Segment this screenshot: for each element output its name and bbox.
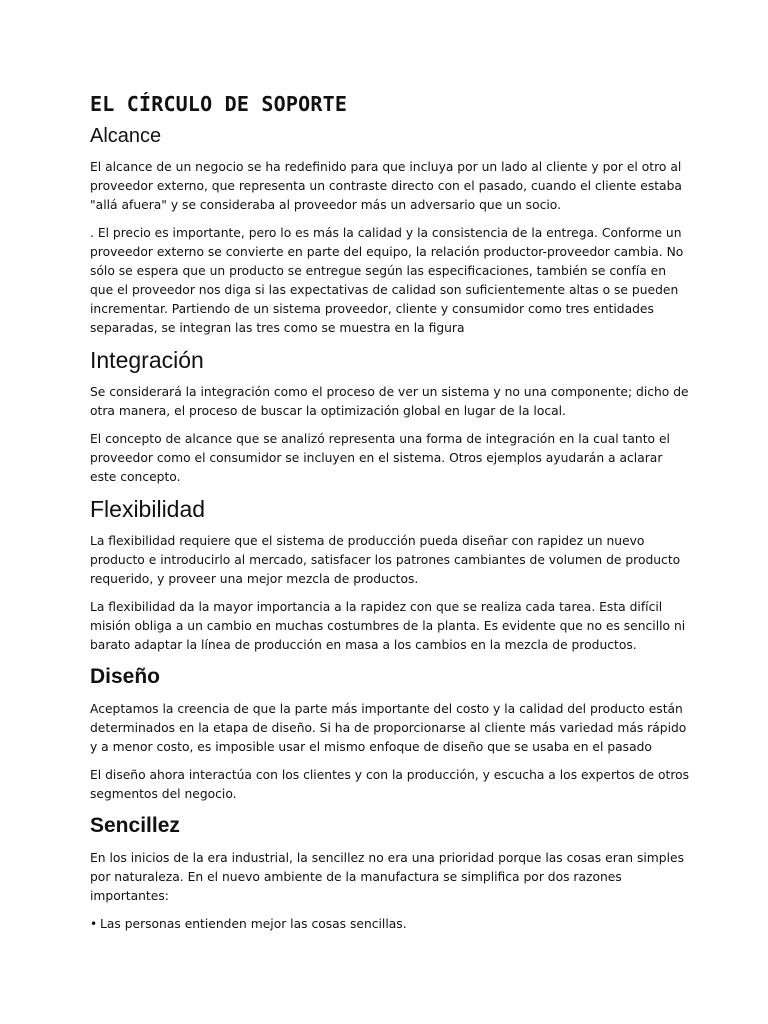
bullet-list: [90, 915, 690, 934]
paragraph: Aceptamos la creencia de que la parte más importante del costo y la calidad del producto están determinados en la etapa de diseño. Si ha de proporcionarse al cliente más variedad más rápido y a menor costo, es imposible usar el mismo enfoque de diseño que se usaba en el pasado: [90, 702, 687, 754]
list-item: • Las personas entienden mejor las cosas sencillas.: [90, 915, 690, 934]
paragraph: La flexibilidad da la mayor importancia a la rapidez con que se realiza cada tarea. Esta difícil misión obliga a un cambio en muchas costumbres de la planta. Es evidente que no es sencillo ni barato adaptar la línea de producción en masa a los cambios en la mezcla de productos.: [90, 600, 686, 652]
document-title: EL CÍRCULO DE SOPORTE: [90, 92, 348, 116]
section-heading-flexibilidad: Flexibilidad: [90, 496, 206, 522]
paragraph: La flexibilidad requiere que el sistema de producción pueda diseñar con rapidez un nuevo producto e introducirlo al mercado, satisfacer los patrones cambiantes de volumen de producto requerido, y proveer una mejor mezcla de productos.: [90, 534, 681, 586]
section-heading-sencillez: Sencillez: [90, 814, 180, 837]
paragraph: El concepto de alcance que se analizó representa una forma de integración en la cual tanto el proveedor como el consumidor se incluyen en el sistema. Otros ejemplos ayudarán a aclarar este concepto.: [90, 432, 670, 484]
document-page: [90, 92, 690, 934]
section-heading-alcance: Alcance: [90, 125, 162, 147]
section-heading-diseno: Diseño: [90, 665, 161, 688]
paragraph: En los inicios de la era industrial, la sencillez no era una prioridad porque las cosas eran simples por naturaleza. En el nuevo ambiente de la manufactura se simplifica por dos razones importantes:: [90, 851, 684, 903]
paragraph: El diseño ahora interactúa con los clientes y con la producción, y escucha a los expertos de otros segmentos del negocio.: [90, 768, 690, 801]
section-heading-integracion: Integración: [90, 347, 204, 373]
paragraph: Se considerará la integración como el proceso de ver un sistema y no una componente; dicho de otra manera, el proceso de buscar la optimización global en lugar de la local.: [90, 385, 689, 418]
paragraph: El alcance de un negocio se ha redefinido para que incluya por un lado al cliente y por el otro al proveedor externo, que representa un contraste directo con el pasado, cuando el cliente estaba "allá afuera" y se consideraba al proveedor más un adversario que un socio.: [90, 160, 682, 212]
paragraph: . El precio es importante, pero lo es más la calidad y la consistencia de la entrega. Conforme un proveedor externo se convierte en parte del equipo, la relación productor-proveedor cambia. No sólo se espera que un producto se entregue según las especificaciones, también se confía en que el proveedor nos diga si las expectativas de calidad son suficientemente altas o se pueden incrementar. Partiendo de un sistema proveedor, cliente y consumidor como tres entidades separadas, se integran las tres como se muestra en la figura: [90, 226, 684, 335]
